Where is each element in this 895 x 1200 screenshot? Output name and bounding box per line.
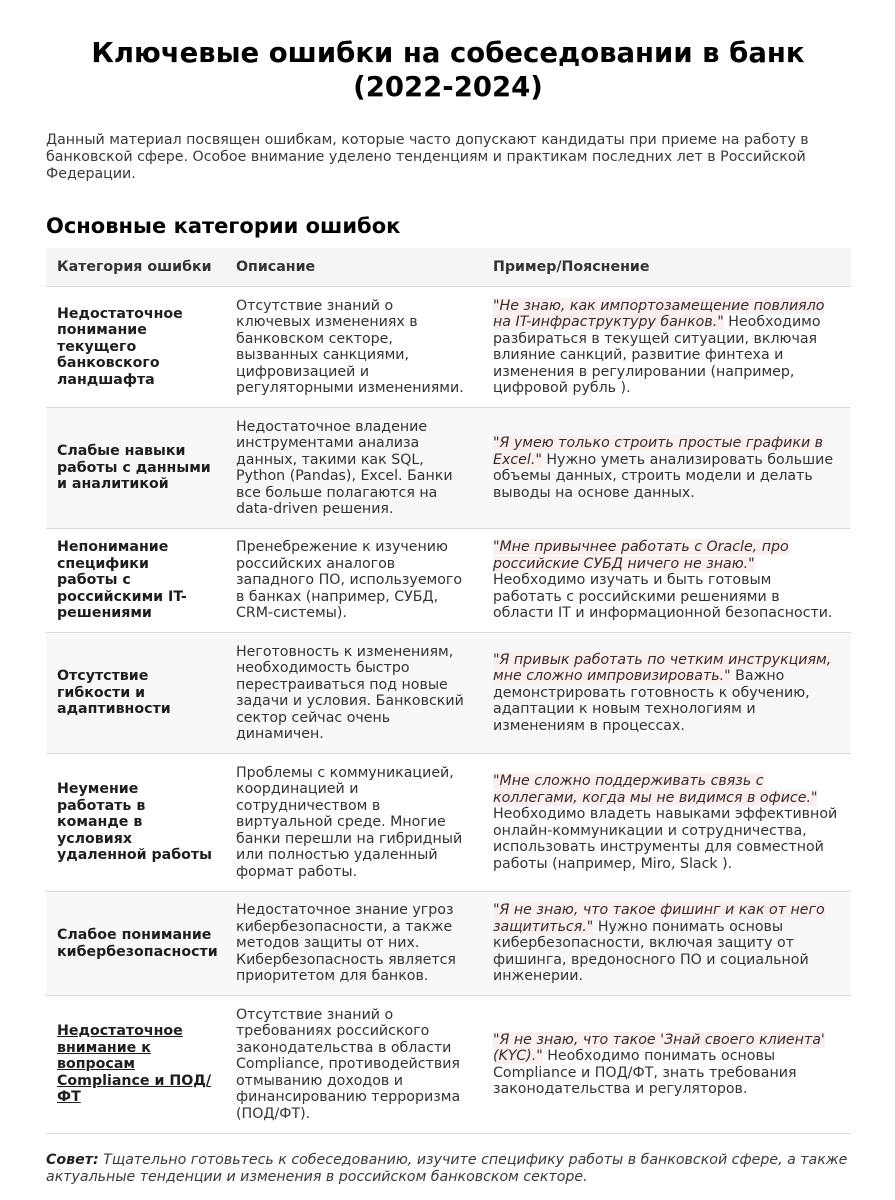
example-quote: "Я умею только строить простые графики в Excel." [493,435,824,468]
example-quote: "Я не знаю, что такое фишинг и как от него защититься." [493,902,825,935]
example-explanation: Необходимо изучать и быть готовым работать с российскими решениями в области IT и информационной безопасности. [493,572,833,622]
table-row [46,996,851,1134]
description-cell: Отсутствие знаний о требованиях российского законодательства в области Compliance, противодействия отмыванию доходов и финансированию терроризма (ПОД/ФТ). [225,996,482,1134]
description-cell: Отсутствие знаний о ключевых изменениях в банковском секторе, вызванных санкциями, цифровизацией и регуляторными изменениями. [225,287,482,408]
description-cell: Неготовность к изменениям, необходимость быстро перестраиваться под новые задачи и условия. Банковский сектор сейчас очень динамичен. [225,633,482,754]
example-cell [482,408,851,529]
example-quote: "Я не знаю, что такое 'Знай своего клиента' (KYC)." [493,1031,825,1064]
description-cell: Недостаточное знание угроз кибербезопасности, а также методов защиты от них. Кибербезопасность является приоритетом для банков. [225,892,482,996]
table-row [46,529,851,633]
table-row [46,408,851,529]
table-header-row [46,248,851,287]
table-row [46,754,851,892]
category-cell: Слабое понимание кибербезопасности [46,892,225,996]
section-heading: Основные категории ошибок [46,214,401,238]
category-cell: Недостаточное понимание текущего банковского ландшафта [46,287,225,408]
tip-paragraph [46,1152,850,1186]
example-explanation: Нужно понимать основы кибербезопасности, включая защиту от фишинга, вредоносного ПО и социальной инженерии. [493,918,809,985]
description-cell: Проблемы с коммуникацией, координацией и сотрудничеством в виртуальной среде. Многие банки перешли на гибридный или полностью удаленный формат работы. [225,754,482,892]
tip-text: Тщательно готовьтесь к собеседованию, изучите специфику работы в банковской сфере, а также актуальные тенденции и изменения в российском банковском секторе. [46,1152,848,1185]
example-explanation: Важно демонстрировать готовность к обучению, адаптации к новым технологиям и изменениям в процессах. [493,668,810,734]
example-explanation: Нужно уметь анализировать большие объемы данных, строить модели и делать выводы на основе данных. [493,451,834,501]
category-cell: Слабые навыки работы с данными и аналитикой [46,408,225,529]
column-header-category: Категория ошибки [46,248,225,287]
error-categories-table [46,248,851,1134]
page-title: Ключевые ошибки на собеседовании в банк (2022-2024) [91,37,805,103]
table-row [46,287,851,408]
example-cell [482,996,851,1134]
description-cell: Пренебрежение к изучению российских аналогов западного ПО, используемого в банках (например, СУБД, CRM-системы). [225,529,482,633]
intro-paragraph: Данный материал посвящен ошибкам, которые часто допускают кандидаты при приеме на работу в банковской сфере. Особое внимание уделено тенденциям и практикам последних лет в Российской Федерации. [46,132,809,182]
example-cell [482,529,851,633]
table-row [46,892,851,996]
example-explanation: Необходимо разбираться в текущей ситуации, включая влияние санкций, развитие финтеха и изменения в регулировании (например, цифровой рубль ). [493,314,821,396]
table-row [46,633,851,754]
tip-label: Совет: [46,1152,99,1168]
column-header-description: Описание [225,248,482,287]
category-cell: Неумение работать в команде в условиях удаленной работы [46,754,225,892]
description-cell: Недостаточное владение инструментами анализа данных, такими как SQL, Python (Pandas), Excel. Банки все больше полагаются на data-driven решения. [225,408,482,529]
category-cell: Отсутствие гибкости и адаптивности [46,633,225,754]
example-quote: "Не знаю, как импортозамещение повлияло на IT-инфраструктуру банков." [493,297,825,330]
example-cell [482,892,851,996]
example-cell [482,287,851,408]
category-cell [46,996,225,1134]
category-link-compliance[interactable]: Недостаточное внимание к вопросам Compliance и ПОД/ФТ [57,1023,212,1106]
example-quote: "Мне сложно поддерживать связь с коллегами, когда мы не видимся в офисе." [493,773,818,806]
example-cell [482,754,851,892]
example-explanation: Необходимо владеть навыками эффективной онлайн-коммуникации и сотрудничества, использовать инструменты для совместной работы (например, Miro, Slack ). [493,806,838,872]
example-cell [482,633,851,754]
column-header-example: Пример/Пояснение [482,248,851,287]
category-cell: Непонимание специфики работы с российскими IT-решениями [46,529,225,633]
example-quote: "Я привык работать по четким инструкциям, мне сложно импровизировать." [493,651,832,685]
example-explanation: Необходимо понимать основы Compliance и ПОД/ФТ, знать требования законодательства и регуляторов. [493,1048,797,1097]
example-quote: "Мне привычнее работать с Oracle, про российские СУБД ничего не знаю." [493,539,789,572]
